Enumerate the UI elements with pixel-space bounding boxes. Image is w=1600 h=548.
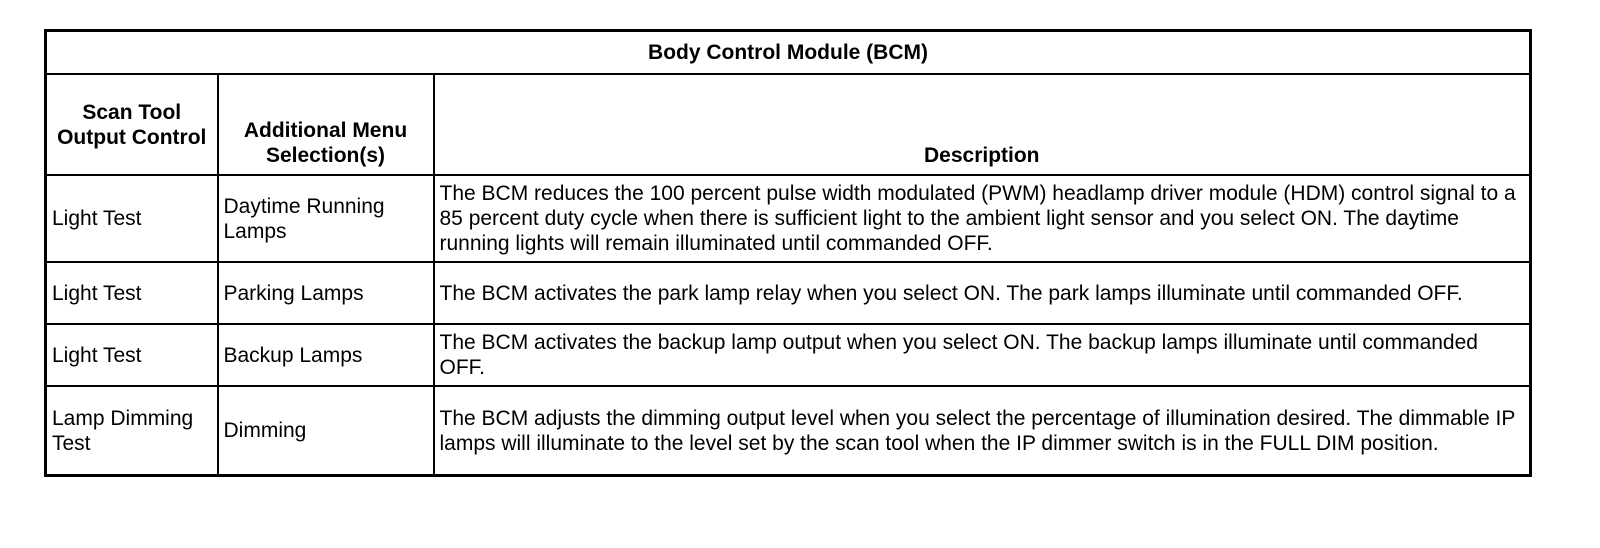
- cell-menu-selection: Backup Lamps: [218, 324, 434, 386]
- table-header-row: [46, 74, 1531, 175]
- cell-menu-selection: Daytime Running Lamps: [218, 175, 434, 262]
- cell-output-control: Light Test: [46, 324, 218, 386]
- bcm-output-control-table: [44, 29, 1532, 477]
- cell-description: The BCM reduces the 100 percent pulse width modulated (PWM) headlamp driver module (HDM) control signal to a 85 percent duty cycle when there is sufficient light to the ambient light sensor and you select ON. The daytime running lights will remain illuminated until commanded OFF.: [434, 175, 1531, 262]
- cell-description: The BCM activates the backup lamp output when you select ON. The backup lamps illuminate until commanded OFF.: [434, 324, 1531, 386]
- header-menu-selection: Additional Menu Selection(s): [218, 74, 434, 175]
- cell-output-control: Lamp Dimming Test: [46, 386, 218, 476]
- cell-menu-selection: Dimming: [218, 386, 434, 476]
- table-row: [46, 386, 1531, 476]
- cell-description: The BCM adjusts the dimming output level when you select the percentage of illumination desired. The dimmable IP lamps will illuminate to the level set by the scan tool when the IP dimmer switch is in the FULL DIM position.: [434, 386, 1531, 476]
- cell-description: The BCM activates the park lamp relay when you select ON. The park lamps illuminate until commanded OFF.: [434, 262, 1531, 324]
- cell-menu-selection: Parking Lamps: [218, 262, 434, 324]
- table-row: [46, 175, 1531, 262]
- cell-output-control: Light Test: [46, 262, 218, 324]
- header-description: Description: [434, 74, 1531, 175]
- table-row: [46, 262, 1531, 324]
- header-output-control: Scan Tool Output Control: [46, 74, 218, 175]
- table-title-row: [46, 31, 1531, 75]
- cell-output-control: Light Test: [46, 175, 218, 262]
- table-title: Body Control Module (BCM): [46, 31, 1531, 75]
- table-row: [46, 324, 1531, 386]
